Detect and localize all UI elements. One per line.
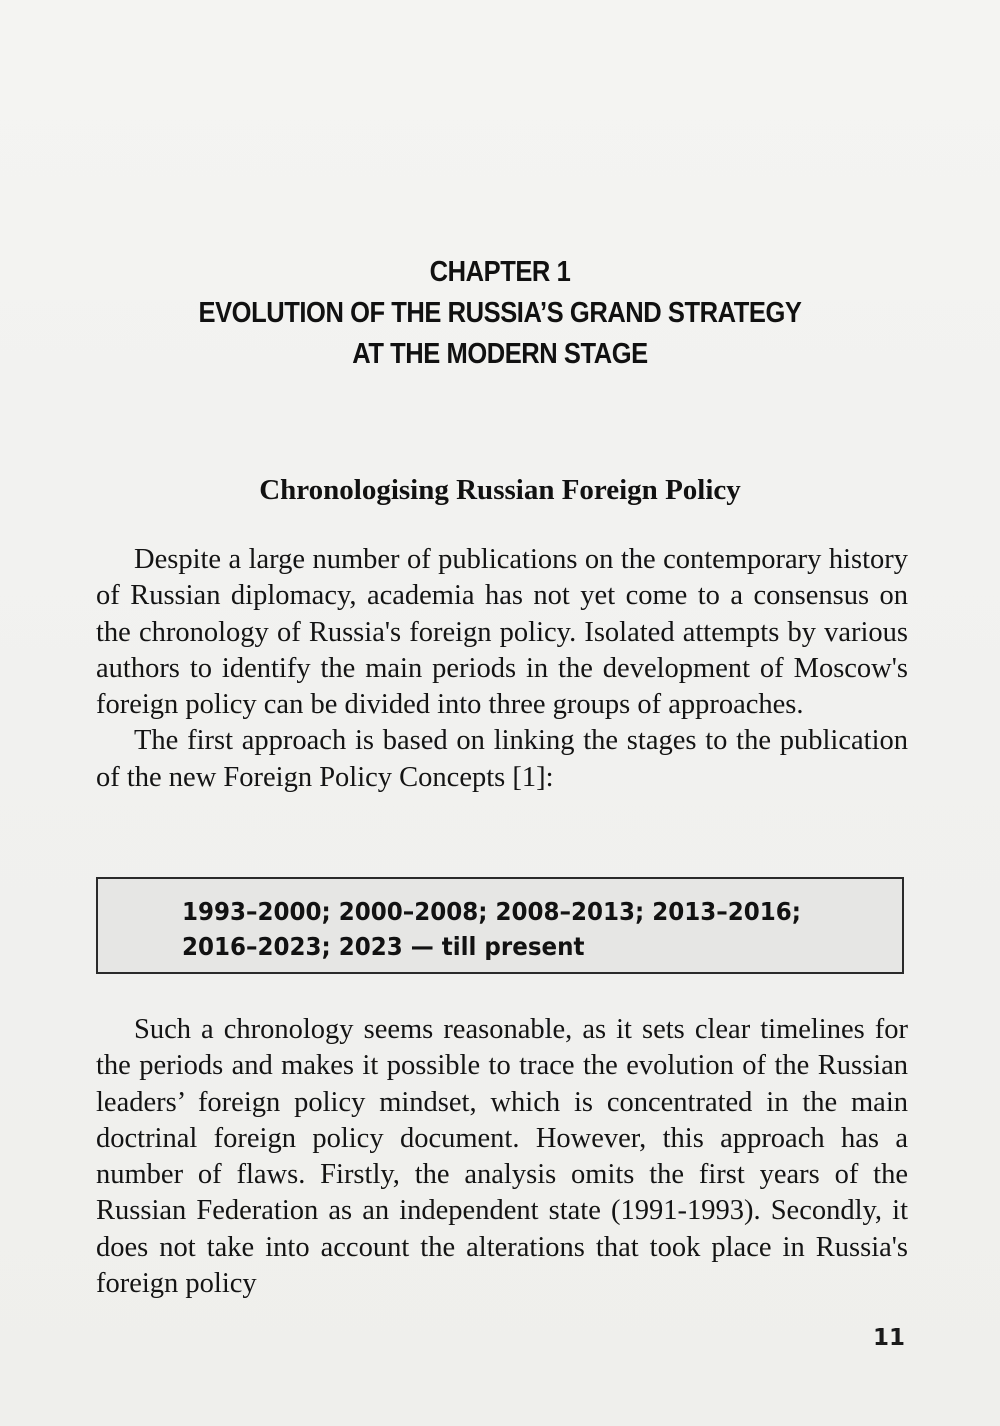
chapter-title-line-1: EVOLUTION OF THE RUSSIA’S GRAND STRATEGY — [198, 297, 802, 329]
paragraph-1: Despite a large number of publications on the contemporary history of Russian diplomacy, academia has not yet come to a consensus on the chronology of Russia's foreign policy. Isolated attempts by various authors to identify the main periods in the development of Moscow's foreign policy can be divided into three groups of approaches. — [96, 544, 908, 721]
body-text-upper — [96, 542, 908, 796]
chapter-title-line-2: AT THE MODERN STAGE — [352, 338, 648, 370]
periods-box — [96, 877, 904, 974]
periods-text — [182, 894, 801, 964]
chapter-number: CHAPTER 1 — [429, 256, 571, 288]
periods-line-2: 2016–2023; 2023 — till present — [182, 932, 585, 961]
chapter-heading — [60, 252, 940, 375]
paragraph-2: The first approach is based on linking the stages to the publication of the new Foreign Policy Concepts [1]: — [96, 725, 908, 793]
body-text-lower — [96, 1012, 908, 1302]
section-title: Chronologising Russian Foreign Policy — [259, 474, 741, 506]
page-number: 11 — [872, 1325, 905, 1351]
periods-line-1: 1993–2000; 2000–2008; 2008–2013; 2013–2016; — [182, 897, 801, 926]
paragraph-3: Such a chronology seems reasonable, as it sets clear timelines for the periods and makes it possible to trace the evolution of the Russian leaders’ foreign policy mindset, which is concentrated in the main doctrinal foreign policy document. However, this approach has a number of flaws. Firstly, the analysis omits the first years of the Russian Federation as an independent state (1991-1993). Secondly, it does not take into account the alterations that took place in Russia's foreign policy — [96, 1014, 908, 1300]
